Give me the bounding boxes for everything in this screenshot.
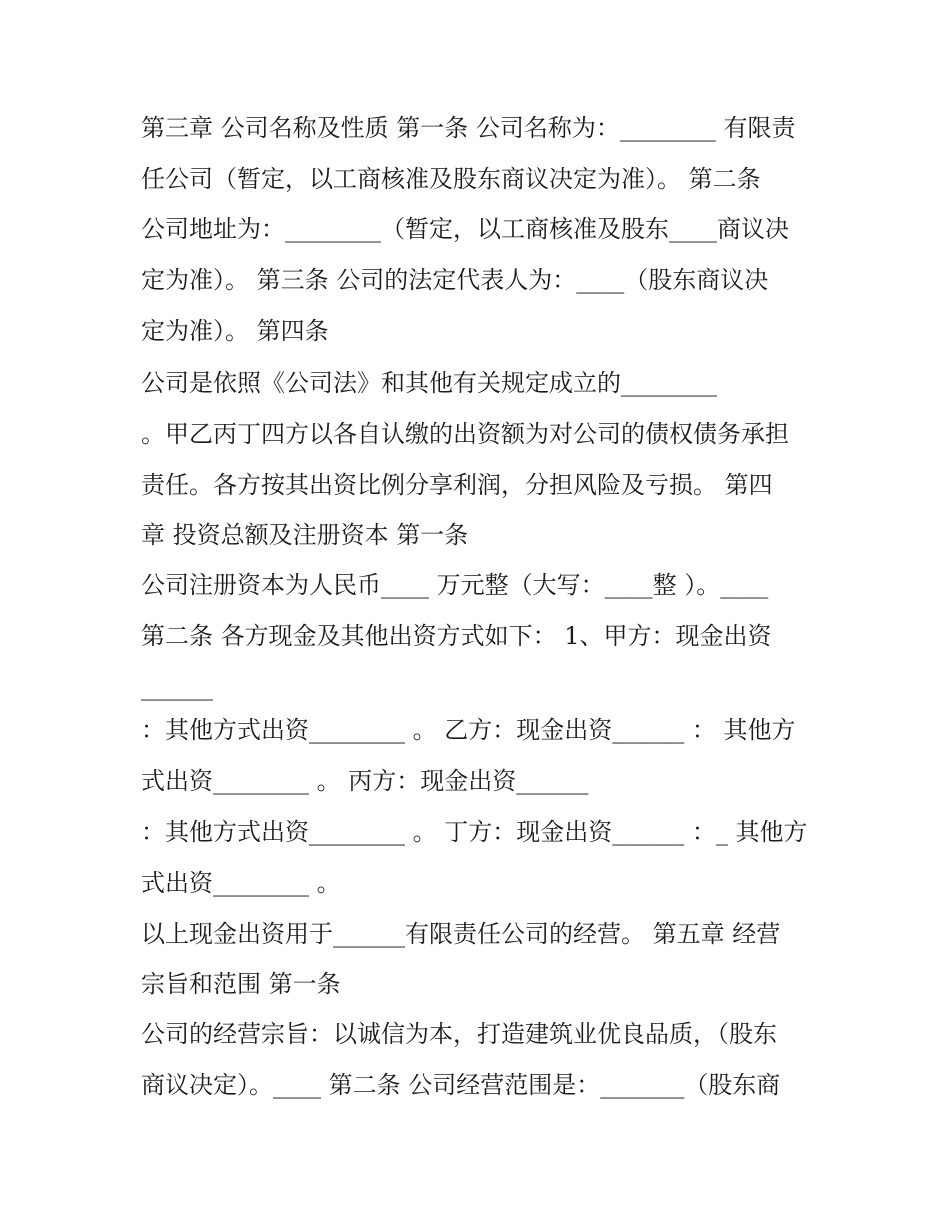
text-line: 第三章 公司名称及性质 第一条 公司名称为：________ 有限责 <box>141 114 796 142</box>
text-line: ：其他方式出资________ 。 丁方：现金出资______ ：_ 其他方 <box>141 818 808 846</box>
text-line: ______ <box>141 673 213 701</box>
text-line: 责任。各方按其出资比例分享利润，分担风险及亏损。 第四 <box>141 471 773 499</box>
text-line: 定为准）。 第四条 <box>141 317 329 345</box>
text-line: 式出资________ 。 <box>141 869 341 897</box>
text-line: 任公司（暂定，以工商核准及股东商议决定为准）。 第二条 <box>141 165 761 193</box>
text-line: 公司注册资本为人民币____ 万元整（大写：____整 ）。____ <box>141 571 769 599</box>
text-line: 公司的经营宗旨：以诚信为本，打造建筑业优良品质，（股东 <box>141 1020 777 1048</box>
text-line: 定为准）。 第三条 公司的法定代表人为：____（股东商议决 <box>141 266 769 294</box>
text-line: 公司是依照《公司法》和其他有关规定成立的________ <box>141 369 717 397</box>
text-line: 以上现金出资用于______有限责任公司的经营。 第五章 经营 <box>141 920 781 948</box>
text-line: 商议决定）。____ 第二条 公司经营范围是：_______（股东商 <box>141 1071 781 1099</box>
text-line: 第二条 各方现金及其他出资方式如下： 1、甲方：现金出资 <box>141 622 772 650</box>
text-line: 公司地址为：________（暂定，以工商核准及股东____商议决 <box>141 215 789 243</box>
text-line: 式出资________ 。 丙方：现金出资______ <box>141 767 589 795</box>
text-line: ：其他方式出资________ 。 乙方：现金出资______ ： 其他方 <box>141 716 796 744</box>
text-line: 章 投资总额及注册资本 第一条 <box>141 521 469 549</box>
text-line: 宗旨和范围 第一条 <box>141 970 341 998</box>
text-line: 。甲乙丙丁四方以各自认缴的出资额为对公司的债权债务承担 <box>141 420 789 448</box>
